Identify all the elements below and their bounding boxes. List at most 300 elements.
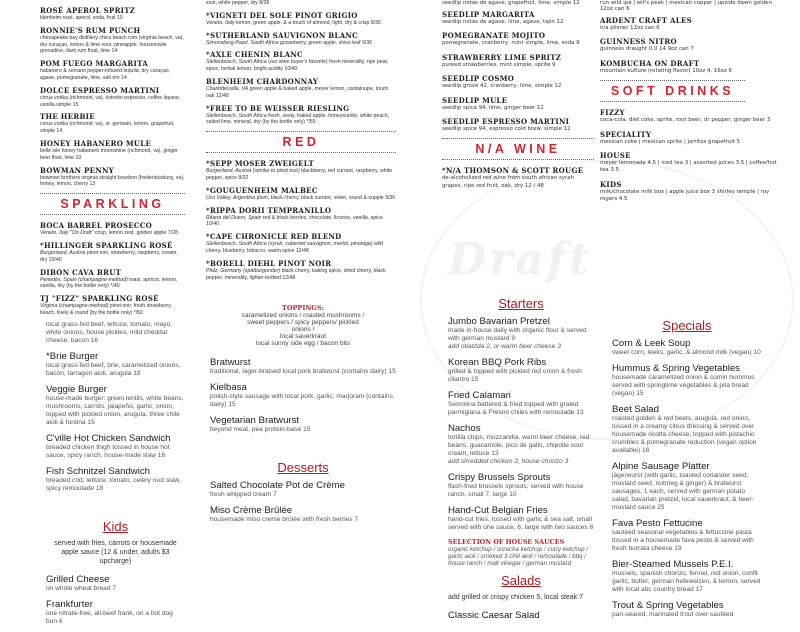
toppings-line: local sunny side egg / bacon bits bbox=[256, 340, 350, 347]
item-details: pinot noir, fresh strawberry, beach, lively & round (by the bottle only) */50 bbox=[40, 303, 172, 316]
item-details: seedlip notas de agave, lime, agave, tajin 12 bbox=[442, 19, 564, 25]
item-name: Crispy Brussels Sprouts bbox=[448, 472, 551, 483]
menu-column-1 bbox=[40, 6, 185, 632]
menu-item bbox=[206, 186, 396, 202]
item-name: *SUTHERLAND SAUVIGNON BLANC bbox=[206, 30, 358, 40]
item-origin: Stellenbosch, South Africa (syrah, cabernet sauvignon, merlot, pinotage) bbox=[206, 241, 373, 248]
section-header-salads: Salads bbox=[501, 573, 541, 588]
item-description bbox=[40, 250, 185, 264]
item-description bbox=[40, 230, 185, 237]
toppings-line: onions / bbox=[291, 326, 315, 333]
item-addon: add shredded chicken 2, house chorizo 3 bbox=[448, 458, 569, 465]
item-description bbox=[206, 59, 396, 73]
item-description bbox=[442, 105, 594, 112]
spacer bbox=[46, 499, 185, 513]
item-details: plum, black cherry, black currant, violet, round & supple 9/36 bbox=[256, 194, 396, 201]
item-details: cirrus vodka (richmond, va), ristretto espresso, coffee liqueur, vanilla simple 15 bbox=[40, 94, 181, 108]
menu-item bbox=[206, 206, 396, 229]
menu-item bbox=[448, 316, 594, 351]
menu-item bbox=[40, 6, 185, 22]
menu-item bbox=[46, 384, 185, 427]
item-description bbox=[40, 35, 185, 55]
item-details: traditional, lager-braised local pork bratwurst (contains dairy) 15 bbox=[210, 368, 396, 375]
drinks-part bbox=[442, 0, 594, 290]
item-details: seedlip spice 94, espresso cold brew, simple 12 bbox=[442, 126, 571, 133]
item-description bbox=[40, 121, 185, 135]
menu-item bbox=[210, 382, 396, 409]
item-description bbox=[46, 444, 185, 460]
item-name: Beet Salad bbox=[612, 404, 659, 415]
item-origin: Burgenland, Austria bbox=[40, 249, 86, 256]
soft-drinks-list bbox=[600, 108, 785, 203]
menu-item bbox=[612, 600, 762, 619]
menu-item bbox=[210, 415, 396, 434]
item-description-continued: local grass-fed beef, lettuce, tomato, mayo, white onions, house pickles, mild cheddar cheese, bacon 16 bbox=[46, 320, 173, 344]
food-part bbox=[442, 296, 594, 621]
menu-item bbox=[46, 574, 185, 593]
cocktails-list bbox=[40, 6, 185, 188]
item-details: sweet corn, leeks, garlic, & almond milk (vegan) 10 bbox=[612, 349, 761, 356]
item-description bbox=[206, 241, 396, 255]
kids-note: served with fries, carrots or housemade apple sauce (12 & under, adults $3 upcharge) bbox=[54, 539, 177, 565]
sausages-list bbox=[210, 357, 396, 434]
item-details: black cherry, baking spice, dried cherry, black pepper, minerality, lighter-bodied 12/48 bbox=[206, 267, 386, 281]
section-header-desserts: Desserts bbox=[277, 460, 329, 475]
menu-item bbox=[442, 166, 594, 190]
item-name: DIBON CAVA BRUT bbox=[40, 267, 122, 277]
item-details: breaded cod, lettuce, tomato, celery root slaw, spicy remoulade 18 bbox=[46, 476, 181, 492]
item-description bbox=[46, 610, 185, 626]
house-sauces-list: organic ketchup / sriracha ketchup / curry ketchup / garlic aioli / smoked 3 chili aioli / remoulade / bbq / house ranch / malt vinegar / german mustard bbox=[448, 546, 588, 567]
toppings-line: sweet peppers / spicy peppers/ pickled bbox=[247, 319, 359, 326]
item-details: red & black berries, chocolate, licorice, vanilla, spice 10/40 bbox=[206, 214, 383, 228]
menu-item bbox=[612, 559, 762, 594]
item-details: pomegranate, cranberry, mint simple, lime, soda 9 bbox=[442, 40, 580, 47]
item-description bbox=[206, 195, 396, 202]
item-name: Trout & Spring Vegetables bbox=[612, 600, 724, 611]
menu-item bbox=[448, 357, 594, 384]
item-origin: Charlottesville, VA bbox=[206, 85, 249, 92]
item-details: chesapeake bay distillery chics beach rum (virginia beach, va), dry curaçao, lemon & lime sour, pineapple, housemade grenadine, dark rum float, lime 14 bbox=[40, 34, 184, 55]
item-details: sautéed seasonal vegetables & fettuccine pasta tossed in a housemade fava pesto & served with fresh burrata cheese 19 bbox=[612, 529, 754, 552]
menu-item bbox=[46, 351, 185, 378]
item-name: Bratwurst bbox=[210, 357, 251, 368]
item-description bbox=[46, 395, 185, 427]
item-name: Fish Schnitzel Sandwich bbox=[46, 465, 150, 477]
menu-item bbox=[448, 390, 594, 417]
item-name: Jumbo Bavarian Pretzel bbox=[448, 316, 550, 327]
item-name: SEEDLIP MULE bbox=[442, 95, 508, 105]
item-name: Miso Crème Brûlée bbox=[210, 505, 293, 516]
menu-item bbox=[442, 117, 594, 133]
item-details: Semolina battered & fried topped with grated parmigiana & Fresno chiles with remoulade 13 bbox=[448, 401, 584, 416]
item-name: SEEDLIP ESPRESSO MARTINI bbox=[442, 117, 570, 127]
item-description bbox=[40, 175, 185, 189]
menu-item bbox=[612, 404, 762, 455]
item-description bbox=[612, 472, 762, 512]
menu-item bbox=[210, 480, 396, 499]
item-name: Veggie Burger bbox=[46, 383, 107, 395]
section-header-soft-drinks: SOFT DRINKS bbox=[600, 80, 745, 102]
item-origin: Pfalz, Germany (spätburgunder) bbox=[206, 267, 281, 274]
item-details: housemade caramelized onion & cumin hummus served with springtime vegetables & pita bread (vegan) 15 bbox=[612, 374, 755, 397]
item-details: blenheim rosé, aperol, soda, fruit 10 bbox=[40, 15, 123, 21]
item-details: pinot noir, strawberry, raspberry, cream, dry 10/40 bbox=[40, 249, 178, 263]
item-name: Salted Chocolate Pot de Crème bbox=[210, 480, 345, 491]
item-description bbox=[206, 215, 396, 229]
section-header-specials: Specials bbox=[662, 318, 712, 333]
item-name: HONEY HABANERO MULE bbox=[40, 138, 152, 148]
item-details: coca-cola, diet coke, sprite, root beer, dr pepper, ginger beer 3 bbox=[600, 117, 771, 124]
menu-item bbox=[600, 59, 785, 75]
house-sauces-box bbox=[448, 538, 594, 567]
item-details: one nitrate-free, all-beef frank, on a hot dog bun 6 bbox=[46, 609, 173, 625]
item-details: blackberry, red currant, raspberry, white pepper, spice 8/32 bbox=[206, 168, 393, 181]
item-origin: Veneto, Italy bbox=[206, 19, 235, 26]
item-name: Vegetarian Bratwurst bbox=[210, 415, 300, 426]
item-description bbox=[612, 529, 762, 553]
item-details: lemon, green apple, & a touch of almond, light, dry & crisp 9/36 bbox=[236, 19, 381, 26]
menu-item bbox=[206, 232, 396, 255]
item-description bbox=[206, 268, 396, 282]
menu-item bbox=[40, 241, 185, 264]
menu-item bbox=[40, 268, 185, 291]
item-description bbox=[612, 570, 762, 594]
item-details: fresh, zesty, baked apple, honeysuckle, white peach, salted lime, mineral, dry (by the bottle only) */55 bbox=[206, 112, 390, 126]
item-description bbox=[40, 303, 185, 317]
item-name: Fava Pesto Fettucine bbox=[612, 518, 703, 529]
item-details: hand-cut fries, tossed with garlic & sea salt, small served with one sauce, 6, large with two sauces 8 bbox=[448, 516, 594, 531]
item-details: house-made burger: green lentils, white beans, mushrooms, carrots, jalapeño, garlic, onion; topped with pickled onion, arugula, three chile aioli & fontina 15 bbox=[46, 394, 184, 426]
item-name: STRAWBERRY LIME SPRITZ bbox=[442, 52, 562, 62]
menu-item bbox=[40, 221, 185, 237]
item-description bbox=[442, 62, 594, 69]
menu-item bbox=[46, 599, 185, 626]
item-details: (our wine buyer's favorite) fresh minerality, ripe pear, spice, herbal lemon, bright acidity 10/40 bbox=[206, 59, 389, 73]
menu-item bbox=[448, 423, 594, 466]
menu-item bbox=[600, 151, 785, 175]
item-description bbox=[210, 516, 396, 524]
item-details: mexican coke | mexican sprite | jarritos grapefruit 5 bbox=[600, 138, 741, 145]
na-beer-list bbox=[600, 0, 785, 75]
item-details: beyond meat, pea protein-base 15 bbox=[210, 426, 311, 433]
menu-column-4 bbox=[600, 0, 785, 625]
item-name: DOLCE ESPRESSO MARTINI bbox=[40, 85, 160, 95]
item-details: mussels, spanish chorizo, fennel, red onion, confit garlic, butter, german hefeweizen, & lemon, served with local abc country bread 17 bbox=[612, 570, 761, 593]
item-description bbox=[448, 516, 594, 532]
item-description-continued: run wild ipa | wit's peak | mexican copper | upside dawn golden 12oz can 6 bbox=[600, 0, 772, 12]
menu-item bbox=[448, 472, 594, 499]
item-details: pan-seared, marinated trout over sautéed bbox=[612, 611, 734, 618]
item-description bbox=[40, 15, 185, 22]
item-description bbox=[448, 483, 594, 499]
toppings-box bbox=[210, 304, 396, 347]
item-details: flash-fried brussels sprouts, served with house ranch, small 7, large 10 bbox=[448, 483, 584, 498]
item-name: Corn & Leek Soup bbox=[612, 338, 691, 349]
menu-item bbox=[40, 166, 185, 189]
item-name: Fried Calamari bbox=[448, 390, 511, 401]
item-name: *GOUGUENHEIM MALBEC bbox=[206, 185, 318, 195]
menu-item bbox=[442, 10, 594, 26]
menu-item bbox=[206, 159, 396, 182]
item-description bbox=[210, 393, 396, 409]
desserts-list bbox=[210, 480, 396, 524]
menu-item bbox=[600, 180, 785, 204]
item-description bbox=[210, 491, 396, 499]
red-list bbox=[206, 159, 396, 281]
item-details: pureed strawberries, mint simple, sprite 9 bbox=[442, 61, 556, 68]
menu-item bbox=[600, 16, 785, 32]
item-name: SEEDLIP COSMO bbox=[442, 74, 515, 84]
item-details: housemade miso creme brûlée with fresh berries 7 bbox=[210, 516, 359, 523]
item-description bbox=[46, 585, 185, 593]
food-part bbox=[600, 318, 762, 619]
item-details: green apple & baked apple, meyer lemon, cantaloupe, touch oak 12/48 bbox=[206, 85, 389, 99]
item-name: ROSÉ APEROL SPRITZ bbox=[40, 6, 136, 15]
item-origin: Ribera del Duero, Spain bbox=[206, 214, 262, 221]
item-name: *SEPP MOSER ZWEIGELT bbox=[206, 159, 314, 169]
item-name: BOCA BARREL PROSECCO bbox=[40, 221, 153, 231]
menu-item bbox=[210, 505, 396, 524]
item-details: milk/chocolate milk box | apple juice box 3 shirley temple | roy rogers 4.5 bbox=[600, 188, 770, 203]
menu-item bbox=[40, 59, 185, 82]
item-name: GUINNESS NITRO bbox=[600, 37, 677, 47]
menu-item bbox=[40, 139, 185, 162]
food-part bbox=[40, 321, 185, 626]
salads-list bbox=[448, 610, 594, 621]
item-description bbox=[600, 25, 785, 32]
item-description bbox=[206, 20, 396, 27]
item-name: Hand-Cut Belgian Fries bbox=[448, 505, 548, 516]
item-name: FIZZY bbox=[600, 108, 625, 118]
menu-column-2 bbox=[206, 0, 396, 530]
menu-item bbox=[206, 104, 396, 127]
menu-item bbox=[448, 610, 594, 621]
item-details: made in-house daily with organic flour & served with german mustard 9 bbox=[448, 327, 587, 342]
item-details: guinness draught 0.0 14.9oz can 7 bbox=[600, 46, 694, 53]
item-details: seedlip spice 94, lime, ginger beer 12 bbox=[442, 104, 544, 111]
item-description bbox=[600, 189, 785, 204]
item-description-continued: seedlip notas de agave, grapefruit, lime, simple 12 bbox=[442, 0, 580, 6]
item-addon: add obatzda 2, or warm beer cheese 3 bbox=[448, 343, 561, 350]
item-details: fresh whipped cream 7 bbox=[210, 491, 277, 498]
item-details: seedlip grove 42, cranberry, lime, simple 12 bbox=[442, 83, 562, 90]
item-name: Frankfurter bbox=[46, 598, 93, 610]
item-name: C'ville Hot Chicken Sandwich bbox=[46, 432, 171, 444]
menu-item bbox=[46, 433, 185, 460]
item-description bbox=[442, 175, 594, 190]
item-name: POM FUEGO MARGARITA bbox=[40, 59, 148, 69]
item-name: KOMBUCHA ON DRAFT bbox=[600, 58, 700, 68]
item-name: Hummus & Spring Vegetables bbox=[612, 363, 740, 374]
menu-item bbox=[612, 363, 762, 398]
item-description bbox=[40, 95, 185, 109]
item-name: Bier-Steamed Mussels P.E.I. bbox=[612, 559, 734, 570]
item-details: grilled & topped with pickled red onion & fresh cilantro 15 bbox=[448, 368, 582, 383]
menu-item bbox=[206, 31, 396, 47]
house-sauces-title: SELECTION OF HOUSE SAUCES bbox=[448, 538, 565, 546]
item-description bbox=[442, 40, 594, 47]
item-description bbox=[46, 362, 185, 378]
section-header-kids: Kids bbox=[102, 518, 129, 534]
sparkling-list bbox=[40, 221, 185, 317]
item-origin: Simonsberg-Paarl, South Africa bbox=[206, 39, 279, 46]
menu-item bbox=[612, 338, 762, 357]
item-name: RONNIE'S RUM PUNCH bbox=[40, 25, 141, 35]
item-name: Korean BBQ Pork Ribs bbox=[448, 357, 547, 368]
item-description bbox=[612, 415, 762, 455]
item-details: cirrus vodka (richmond, va), st. germain, lemon, grapefruit, simple 14 bbox=[40, 121, 175, 135]
toppings-line: caramelized onions / roasted mushrooms / bbox=[241, 312, 365, 319]
item-name: Classic Caesar Salad bbox=[448, 610, 540, 621]
item-description bbox=[40, 148, 185, 162]
item-name: KIDS bbox=[600, 179, 622, 189]
menu-item bbox=[206, 259, 396, 282]
menu-item bbox=[206, 11, 396, 27]
item-name: Alpine Sausage Platter bbox=[612, 461, 710, 472]
item-description-continued: zest, white pepper, dry 8/36 bbox=[206, 0, 270, 6]
item-name: BOWMAN PENNY bbox=[40, 165, 115, 175]
menu-item bbox=[442, 74, 594, 90]
menu-item bbox=[600, 130, 785, 146]
item-details: de-alcoholized red wine from south african syrah grapes, ripe red fruit, oak, dry 12 / 48 bbox=[442, 175, 574, 189]
food-part bbox=[206, 304, 396, 524]
item-details: roasted golden & red beets, arugula, red onion, tossed in a creamy citrus dressing & served over housemade ricotta cheese, topped with pistachio crumbles & pomegranate reduction (vegan option available) 16 bbox=[612, 415, 757, 454]
burgers-list bbox=[46, 321, 185, 493]
item-details: habanero & serrano pepper-infused tequila, dry curaçao, agave, pomegranate, lime, salt rim 14 bbox=[40, 68, 171, 81]
item-name: *AXLE CHENIN BLANC bbox=[206, 50, 303, 60]
item-details: local grass-fed beef, brie, caramelized onions, bacon, tarragon aioli, arugula 18 bbox=[46, 361, 181, 377]
item-name: BLENHEIM CHARDONNAY bbox=[206, 76, 319, 86]
item-description bbox=[206, 86, 396, 100]
item-details: wild cherry, blueberry, tobacco, warm spice 12/48 bbox=[206, 241, 383, 254]
item-details: tortilla chips, mozzarella, warm beer cheese, red beans, guacamole, pico de gallo, chipotle sour cream, lettuce 13 bbox=[448, 434, 590, 457]
item-description bbox=[210, 368, 396, 376]
item-description bbox=[442, 126, 594, 133]
menu-item bbox=[210, 357, 396, 376]
item-description bbox=[600, 46, 785, 53]
menu-item bbox=[46, 466, 185, 493]
item-description bbox=[448, 401, 594, 417]
item-description bbox=[206, 113, 396, 127]
salads-note: add grilled or crispy chicken 5, local steak 7 bbox=[448, 594, 584, 601]
item-origin: Burgenland, Austria (similar to pinot noir) bbox=[206, 168, 300, 175]
item-details: mountain kulture (rotating flavor) 10oz 4, 16oz 6 bbox=[600, 67, 732, 74]
menu-item bbox=[442, 53, 594, 69]
item-description bbox=[210, 426, 396, 434]
item-details: polish-style sausage with local pork, garlic, marjoram (contains dairy) 15 bbox=[210, 393, 393, 408]
item-name: *CAPE CHRONICLE RED BLEND bbox=[206, 232, 342, 242]
item-description bbox=[612, 374, 762, 398]
item-description bbox=[442, 19, 594, 26]
menu-item bbox=[40, 112, 185, 135]
starters-list bbox=[448, 316, 594, 532]
item-name: *Brie Burger bbox=[46, 350, 99, 362]
logo-watermark: Draft bbox=[448, 234, 593, 285]
section-header-starters: Starters bbox=[498, 296, 544, 311]
item-name: *FREE TO BE WEISSER RIESLING bbox=[206, 103, 350, 113]
menu-item bbox=[600, 108, 785, 124]
item-name: SEEDLIP MARGARITA bbox=[442, 10, 535, 19]
item-description bbox=[448, 434, 594, 458]
menu-item bbox=[448, 505, 594, 532]
item-details: belle isle honey habanero moonshine (richmond, va), ginger beer float, lime 10 bbox=[40, 147, 178, 161]
toppings-title: TOPPINGS: bbox=[282, 304, 324, 312]
item-name: *N/A THOMSON & SCOTT ROUGE bbox=[442, 166, 584, 176]
item-name: THE HERBIE bbox=[40, 112, 95, 122]
item-description bbox=[46, 477, 185, 493]
na-wine-list bbox=[442, 166, 594, 190]
item-description bbox=[40, 277, 185, 291]
menu-item bbox=[612, 518, 762, 553]
item-name: *HILLINGER SPARKLING ROSÉ bbox=[40, 240, 173, 250]
item-name: POMEGRANATE MOJITO bbox=[442, 31, 546, 41]
item-description bbox=[448, 327, 594, 343]
section-header-sparkling: SPARKLING bbox=[40, 193, 185, 215]
section-header-na-wine: N/A WINE bbox=[442, 138, 594, 160]
menu-item bbox=[442, 31, 594, 47]
menu-column-3 bbox=[442, 0, 594, 627]
item-description bbox=[442, 83, 594, 90]
item-name: *VIGNETI DEL SOLE PINOT GRIGIO bbox=[206, 10, 358, 20]
item-name: SPECIALITY bbox=[600, 129, 652, 139]
item-description bbox=[206, 40, 396, 47]
menu-item bbox=[442, 96, 594, 112]
item-name: HOUSE bbox=[600, 151, 631, 161]
section-header-red: RED bbox=[206, 131, 396, 153]
menu-item bbox=[600, 37, 785, 53]
item-description bbox=[600, 160, 785, 175]
whites-list bbox=[206, 0, 396, 126]
item-origin: Veneto, Italy "On Draft" bbox=[40, 230, 94, 237]
na-cocktails-list bbox=[442, 0, 594, 133]
specials-list bbox=[612, 338, 762, 619]
spacer bbox=[210, 440, 396, 454]
item-details: meyer lemonade 4.5 | iced tea 3 | assorted juices 3.5 | coffee/hot tea 3.5 bbox=[600, 160, 777, 174]
item-name: ARDENT CRAFT ALES bbox=[600, 16, 692, 25]
item-description bbox=[600, 117, 785, 124]
item-description bbox=[40, 68, 185, 82]
item-description bbox=[612, 349, 762, 357]
item-name: *RIPPA DORII TEMPRANILLO bbox=[206, 205, 332, 215]
item-details: crisp, lemon zest, golden apple 7/28 bbox=[94, 230, 178, 237]
item-description bbox=[206, 168, 396, 182]
toppings-line: local sauerkraut bbox=[280, 333, 326, 340]
item-name: TJ "FIZZ" SPARKLING ROSÉ bbox=[40, 294, 159, 304]
menu-item bbox=[612, 461, 762, 512]
drinks-part bbox=[40, 6, 185, 317]
item-origin: Virginia (champagne-method) bbox=[40, 303, 109, 310]
item-description bbox=[612, 611, 762, 619]
menu-item bbox=[40, 86, 185, 109]
item-origin: Uco Valley, Argentina bbox=[206, 194, 256, 201]
item-name: Grilled Cheese bbox=[46, 573, 110, 585]
item-description bbox=[600, 139, 785, 146]
menu-item bbox=[40, 294, 185, 317]
item-details: jägerwurst (with garlic, toasted coriander seed, mustard seed, nutmeg & ginger) & bratwurst sausages, 1 each, served with german potato salad, bavarian pretzel, local sauerkraut, & beer-mustard sauce 25 bbox=[612, 472, 754, 511]
item-details: toast, apricot, lemon, vanilla, dry (by the bottle only) */40 bbox=[40, 276, 178, 290]
item-origin: Stellenbosch, South Africa bbox=[206, 59, 267, 66]
item-origin: Stellenbosch, South Africa bbox=[206, 112, 267, 119]
item-details: on whole wheat bread 7 bbox=[46, 584, 117, 592]
item-description bbox=[600, 68, 785, 75]
menu-item bbox=[40, 26, 185, 55]
menu-item bbox=[206, 77, 396, 100]
drinks-part bbox=[206, 0, 396, 300]
item-details: bowman brothers virginia straight bourbon (fredericksburg, va), honey, lemon, cherry 13 bbox=[40, 174, 185, 188]
drinks-part bbox=[600, 0, 785, 312]
item-details: gooseberry, green apple, shiso leaf 9/36 bbox=[279, 39, 373, 46]
